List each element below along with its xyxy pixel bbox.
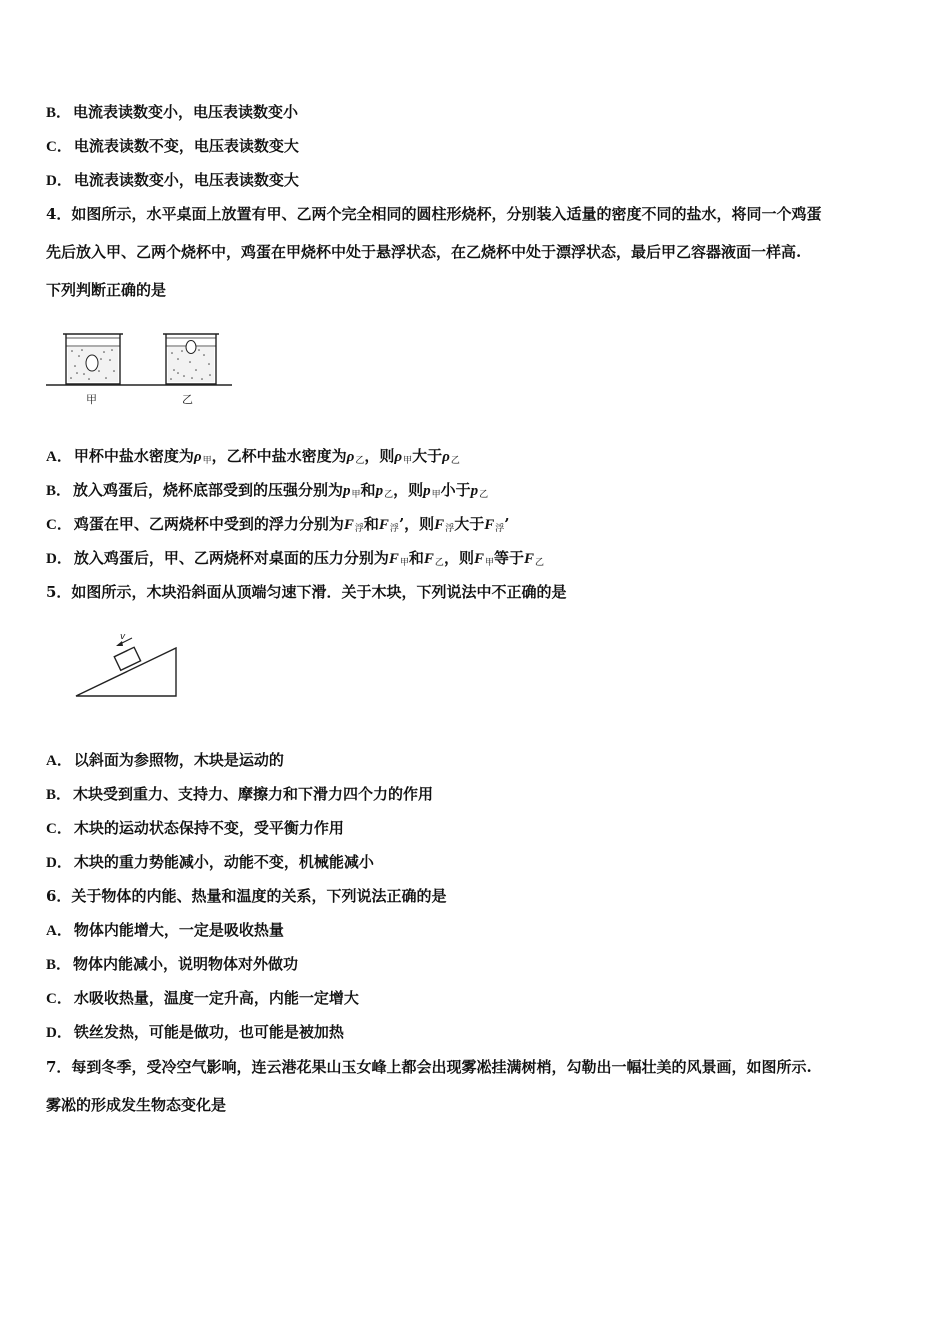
q6-stem: 6．关于物体的内能、热量和温度的关系，下列说法正确的是: [46, 887, 447, 905]
beakers-figure: [44, 326, 234, 408]
q5-option-a: A． 以斜面为参照物，木块是运动的: [46, 751, 284, 769]
label-yi: 乙: [182, 393, 193, 406]
velocity-label: v: [120, 632, 126, 642]
q6-option-d: D． 铁丝发热，可能是做功，也可能是被加热: [46, 1023, 344, 1041]
q5-option-b: B． 木块受到重力、支持力、摩擦力和下滑力四个力的作用: [46, 785, 434, 803]
q6-option-c: C． 水吸收热量，温度一定升高，内能一定增大: [46, 989, 359, 1007]
q4-option-d: D． 放入鸡蛋后，甲、乙两烧杯对桌面的压力分别为$F_甲$和$F_乙$，则$F_甲$等于$F_乙$: [46, 549, 545, 568]
q3-option-c: C． 电流表读数不变，电压表读数变大: [46, 137, 299, 155]
q3-option-b: B． 电流表读数变小，电压表读数变小: [46, 103, 299, 121]
q4-option-a: A． 甲杯中盐水密度为$\rho_甲$，乙杯中盐水密度为$\rho_乙$，则$\rho_甲$大于$\rho_乙$: [46, 447, 460, 466]
q7-stem-line2: 雾凇的形成发生物态变化是: [46, 1096, 227, 1114]
q5-option-c: C． 木块的运动状态保持不变，受平衡力作用: [46, 819, 344, 837]
q7-stem-line1: 7．每到冬季，受冷空气影响，连云港花果山玉女峰上都会出现雾凇挂满树梢，勾勒出一幅壮美的风景画，如图所示.: [46, 1058, 812, 1076]
incline-figure: [72, 628, 184, 700]
q5-option-d: D． 木块的重力势能减小，动能不变，机械能减小: [46, 853, 374, 871]
q4-stem-line3: 下列判断正确的是: [46, 281, 167, 299]
q5-stem: 5．如图所示，木块沿斜面从顶端匀速下滑．关于木块，下列说法中不正确的是: [46, 583, 567, 601]
beaker-jia: [63, 334, 123, 384]
q4-stem-line1: 4．如图所示，水平桌面上放置有甲、乙两个完全相同的圆柱形烧杯，分别装入适量的密度不同的盐水，将同一个鸡蛋: [46, 205, 822, 223]
q4-option-c: C． 鸡蛋在甲、乙两烧杯中受到的浮力分别为$F_浮$和$F_浮$’，则$F_浮$大于$F_浮$’: [46, 515, 510, 534]
label-jia: 甲: [86, 393, 97, 406]
q4-option-b: B． 放入鸡蛋后，烧杯底部受到的压强分别为$p_甲$和$p_乙$，则$p_甲$小于$p_乙$: [46, 481, 489, 500]
q6-option-b: B． 物体内能减小，说明物体对外做功: [46, 955, 299, 973]
q6-option-a: A． 物体内能增大，一定是吸收热量: [46, 921, 284, 939]
q4-stem-line2: 先后放入甲、乙两个烧杯中，鸡蛋在甲烧杯中处于悬浮状态，在乙烧杯中处于漂浮状态，最后甲乙容器液面一样高.: [46, 243, 802, 261]
q3-option-d: D． 电流表读数变小，电压表读数变大: [46, 171, 299, 189]
beaker-yi: [163, 334, 219, 384]
